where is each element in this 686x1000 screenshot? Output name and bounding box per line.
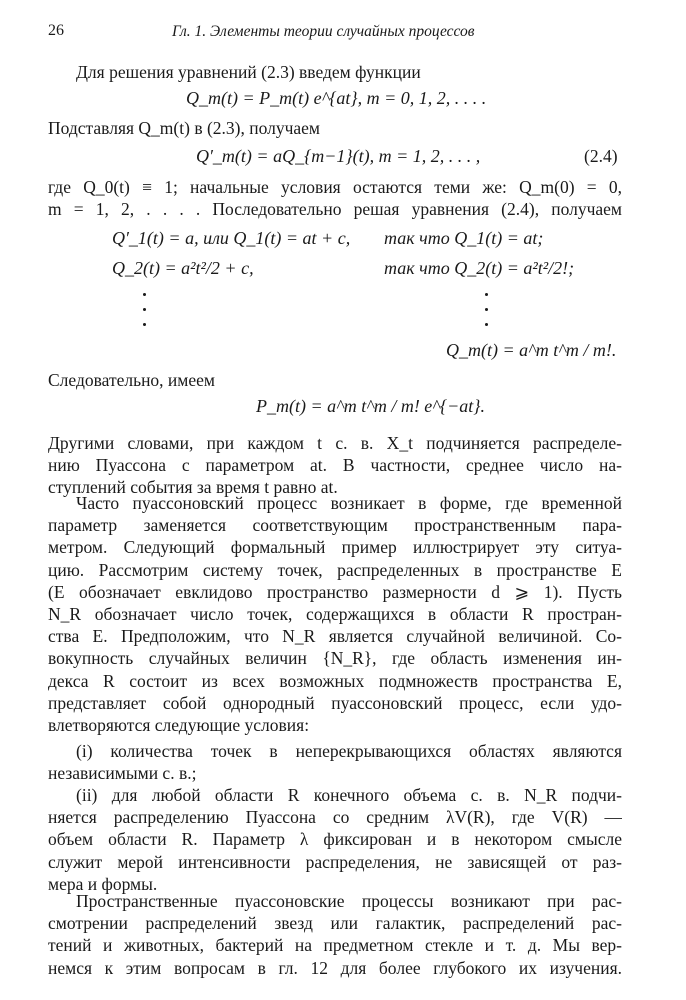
text-line: вокупность случайных величин {N_R}, где область изменения ин- [48, 648, 622, 669]
text-line: параметр заменяется соответствующим пространственным пара- [48, 515, 622, 536]
text-line: (ii) для любой области R конечного объема с. в. N_R подчи- [76, 785, 622, 805]
solution-row-1-right: так что Q_1(t) = at; [384, 228, 544, 248]
intro-line: Для решения уравнений (2.3) введем функции [76, 62, 421, 82]
text-line: независимыми с. в.; [48, 763, 197, 784]
text-line: (E обозначает евклидово пространство размерности d ⩾ 1). Пусть [48, 581, 622, 602]
paragraph-final [48, 890, 622, 979]
text-line: тений и животных, бактерий на предметном стекле и т. д. Мы вер- [48, 935, 622, 956]
text-line: смотрении распределений звезд или галактик, распределений рас- [48, 913, 622, 934]
text-line: служит мерой интенсивности распределения, не зависящей от раз- [48, 851, 622, 872]
text-line: метром. Следующий формальный пример иллюстрирует эту ситуа- [48, 537, 622, 558]
text-line: Другими словами, при каждом t с. в. X_t подчиняется распределе- [48, 433, 622, 453]
condition-i [48, 740, 622, 784]
text-line: немся к этим вопросам в гл. 12 для более глубокого их изучения. [48, 957, 622, 978]
ellipsis-dot [485, 308, 488, 311]
ellipsis-dot [485, 293, 488, 296]
text-line: Часто пуассоновский процесс возникает в форме, где временной [76, 493, 622, 513]
text-line: цию. Рассмотрим систему точек, распределенных в пространстве E [48, 559, 622, 580]
text-line: представляет собой однородный пуассоновский процесс, если удо- [48, 692, 622, 713]
text-line: няется распределению Пуассона со средним λV(R), где V(R) — [48, 807, 622, 828]
text-line: N_R обозначает число точек, содержащихся в области R простран- [48, 603, 622, 624]
condition-ii [48, 784, 622, 895]
page-number: 26 [48, 22, 64, 39]
text-line: мера и формы. [48, 873, 158, 894]
text-line: ступлений события за время t равно at. [48, 477, 338, 498]
ellipsis-dot [143, 308, 146, 311]
equation-q-definition: Q_m(t) = P_m(t) e^{at}, m = 0, 1, 2, . . . . [186, 88, 487, 108]
text-line: (i) количества точек в неперекрывающихся областях являются [76, 741, 622, 761]
paragraph-poisson-meaning [48, 432, 622, 499]
text-line: влетворяются следующие условия: [48, 714, 310, 735]
ellipsis-dot [485, 323, 488, 326]
text-line: m = 1, 2, . . . . Последовательно решая уравнения (2.4), получаем [48, 199, 622, 220]
text-line: ства E. Предположим, что N_R является случайной величиной. Со- [48, 626, 622, 647]
solution-general: Q_m(t) = a^m t^m / m!. [446, 340, 617, 360]
equation-2-4: Q′_m(t) = aQ_{m−1}(t), m = 1, 2, . . . , [196, 146, 481, 166]
text-line: где Q_0(t) ≡ 1; начальные условия остаются теми же: Q_m(0) = 0, [48, 177, 622, 197]
solution-row-2-right: так что Q_2(t) = a²t²/2!; [384, 258, 575, 278]
text-line: декса R состоит из всех возможных подмножеств пространства E, [48, 670, 622, 691]
text-line: Пространственные пуассоновские процессы возникают при рас- [76, 891, 622, 911]
substitution-line: Подставляя Q_m(t) в (2.3), получаем [48, 118, 321, 138]
equation-number-2-4: (2.4) [584, 146, 618, 166]
solution-row-2-left: Q_2(t) = a²t²/2 + c, [112, 258, 254, 278]
therefore-line: Следовательно, имеем [48, 370, 215, 390]
text-line: объем области R. Параметр λ фиксирован и в некотором смысле [48, 829, 622, 850]
equation-poisson: P_m(t) = a^m t^m / m! e^{−at}. [256, 396, 485, 416]
paragraph-spatial [48, 492, 622, 736]
ellipsis-dot [143, 293, 146, 296]
solution-row-1-left: Q′_1(t) = a, или Q_1(t) = at + c, [112, 228, 351, 248]
text-line: нию Пуассона с параметром at. В частности, среднее число на- [48, 455, 622, 476]
ellipsis-dot [143, 323, 146, 326]
running-title: Гл. 1. Элементы теории случайных процессов [172, 23, 475, 40]
initial-conditions [48, 176, 622, 220]
